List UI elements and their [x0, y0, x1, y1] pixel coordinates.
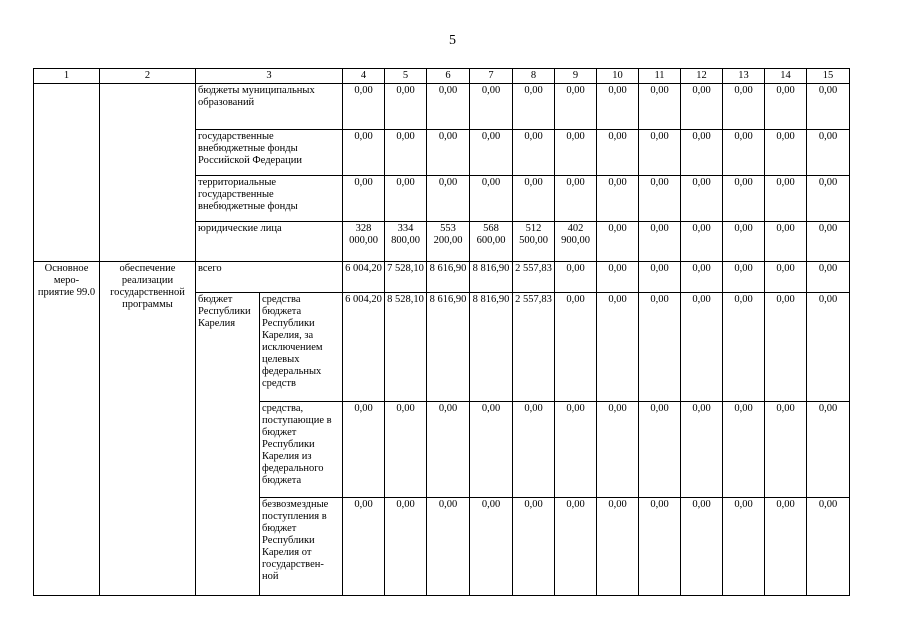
- value-cell: 8 816,90: [470, 262, 513, 293]
- value-cell: 0,00: [555, 402, 597, 498]
- value-cell: 0,00: [765, 222, 807, 262]
- value-cell: 0,00: [765, 402, 807, 498]
- value-cell: 0,00: [470, 84, 513, 130]
- value-cell: 0,00: [723, 498, 765, 596]
- header-cell: 8: [513, 69, 555, 84]
- budget-group-label: бюджет Республики Карелия: [196, 293, 260, 596]
- value-cell: 0,00: [681, 176, 723, 222]
- value-cell: 0,00: [597, 293, 639, 402]
- value-cell: 0,00: [470, 402, 513, 498]
- value-cell: 0,00: [385, 498, 427, 596]
- value-cell: 0,00: [723, 262, 765, 293]
- value-cell: 0,00: [681, 293, 723, 402]
- value-cell: 2 557,83: [513, 262, 555, 293]
- value-cell: 8 528,10: [385, 293, 427, 402]
- header-cell: 4: [343, 69, 385, 84]
- header-cell: 15: [807, 69, 850, 84]
- value-cell: 0,00: [427, 84, 470, 130]
- value-cell: 0,00: [470, 176, 513, 222]
- row-label: территориальные государственные внебюджетные фонды: [196, 176, 343, 222]
- value-cell: 0,00: [597, 130, 639, 176]
- value-cell: 0,00: [639, 176, 681, 222]
- header-cell: 3: [196, 69, 343, 84]
- header-cell: 7: [470, 69, 513, 84]
- value-cell: 0,00: [385, 402, 427, 498]
- header-cell: 1: [34, 69, 100, 84]
- value-cell: 0,00: [343, 176, 385, 222]
- header-cell: 12: [681, 69, 723, 84]
- row-label: всего: [196, 262, 343, 293]
- value-cell: 0,00: [597, 498, 639, 596]
- value-cell: 0,00: [597, 222, 639, 262]
- value-cell: 0,00: [343, 498, 385, 596]
- value-cell: 0,00: [639, 130, 681, 176]
- value-cell: 8 816,90: [470, 293, 513, 402]
- value-cell: 0,00: [807, 222, 850, 262]
- value-cell: 0,00: [597, 84, 639, 130]
- value-cell: 0,00: [723, 222, 765, 262]
- value-cell: 328 000,00: [343, 222, 385, 262]
- value-cell: 0,00: [597, 262, 639, 293]
- header-cell: 14: [765, 69, 807, 84]
- value-cell: 0,00: [765, 262, 807, 293]
- value-cell: 0,00: [807, 293, 850, 402]
- header-cell: 11: [639, 69, 681, 84]
- value-cell: 0,00: [639, 262, 681, 293]
- value-cell: 0,00: [723, 84, 765, 130]
- value-cell: 0,00: [639, 498, 681, 596]
- value-cell: 0,00: [427, 402, 470, 498]
- value-cell: 0,00: [681, 222, 723, 262]
- value-cell: 0,00: [807, 84, 850, 130]
- value-cell: 0,00: [765, 498, 807, 596]
- page-number: 5: [449, 33, 456, 48]
- value-cell: 0,00: [470, 130, 513, 176]
- value-cell: 0,00: [765, 130, 807, 176]
- value-cell: 0,00: [427, 498, 470, 596]
- value-cell: 0,00: [513, 402, 555, 498]
- row-label: средства бюджета Республики Карелия, за исключением целевых федеральных средств: [260, 293, 343, 402]
- header-cell: 13: [723, 69, 765, 84]
- table-row: [34, 262, 850, 293]
- value-cell: 0,00: [765, 293, 807, 402]
- value-cell: 0,00: [513, 498, 555, 596]
- activity-name: Основное меро-приятие 99.0: [34, 262, 100, 596]
- value-cell: 0,00: [385, 84, 427, 130]
- value-cell: 553 200,00: [427, 222, 470, 262]
- row-label: юридические лица: [196, 222, 343, 262]
- value-cell: 0,00: [427, 130, 470, 176]
- value-cell: 0,00: [639, 402, 681, 498]
- value-cell: 7 528,10: [385, 262, 427, 293]
- value-cell: 0,00: [765, 84, 807, 130]
- value-cell: 0,00: [807, 176, 850, 222]
- value-cell: 0,00: [765, 176, 807, 222]
- value-cell: 0,00: [343, 84, 385, 130]
- value-cell: 0,00: [385, 130, 427, 176]
- value-cell: 0,00: [513, 130, 555, 176]
- value-cell: 0,00: [723, 130, 765, 176]
- value-cell: 0,00: [723, 176, 765, 222]
- value-cell: 0,00: [639, 293, 681, 402]
- value-cell: 568 600,00: [470, 222, 513, 262]
- table-row: [34, 84, 850, 130]
- row-label: бюджеты муниципальных образований: [196, 84, 343, 130]
- value-cell: 0,00: [807, 262, 850, 293]
- value-cell: 0,00: [555, 176, 597, 222]
- value-cell: 512 500,00: [513, 222, 555, 262]
- value-cell: 0,00: [385, 176, 427, 222]
- row-label: государственные внебюджетные фонды Российской Федерации: [196, 130, 343, 176]
- value-cell: 0,00: [555, 293, 597, 402]
- value-cell: 0,00: [681, 262, 723, 293]
- value-cell: 0,00: [343, 402, 385, 498]
- value-cell: 0,00: [723, 402, 765, 498]
- header-cell: 6: [427, 69, 470, 84]
- value-cell: 0,00: [807, 402, 850, 498]
- value-cell: 0,00: [343, 130, 385, 176]
- value-cell: 0,00: [555, 262, 597, 293]
- value-cell: 0,00: [597, 176, 639, 222]
- value-cell: 0,00: [513, 176, 555, 222]
- budget-table: [33, 68, 850, 596]
- value-cell: 0,00: [470, 498, 513, 596]
- value-cell: 0,00: [597, 402, 639, 498]
- value-cell: 8 616,90: [427, 293, 470, 402]
- value-cell: 2 557,83: [513, 293, 555, 402]
- value-cell: 0,00: [427, 176, 470, 222]
- row-label: средства, поступающие в бюджет Республики Карелия из федерального бюджета: [260, 402, 343, 498]
- value-cell: 8 616,90: [427, 262, 470, 293]
- continuation-cell: [34, 84, 100, 262]
- value-cell: 0,00: [807, 498, 850, 596]
- value-cell: 0,00: [681, 498, 723, 596]
- row-label: безвозмездные поступления в бюджет Республики Карелия от государствен-ной: [260, 498, 343, 596]
- header-cell: 2: [100, 69, 196, 84]
- value-cell: 0,00: [639, 222, 681, 262]
- activity-description: обеспечение реализации государственной программы: [100, 262, 196, 596]
- value-cell: 0,00: [681, 130, 723, 176]
- value-cell: 0,00: [681, 402, 723, 498]
- value-cell: 0,00: [681, 84, 723, 130]
- value-cell: 0,00: [555, 498, 597, 596]
- value-cell: 6 004,20: [343, 262, 385, 293]
- value-cell: 0,00: [555, 130, 597, 176]
- header-cell: 9: [555, 69, 597, 84]
- header-row: [34, 69, 850, 84]
- header-cell: 10: [597, 69, 639, 84]
- header-cell: 5: [385, 69, 427, 84]
- value-cell: 0,00: [555, 84, 597, 130]
- value-cell: 334 800,00: [385, 222, 427, 262]
- value-cell: 0,00: [513, 84, 555, 130]
- value-cell: 0,00: [639, 84, 681, 130]
- value-cell: 6 004,20: [343, 293, 385, 402]
- value-cell: 0,00: [807, 130, 850, 176]
- continuation-cell: [100, 84, 196, 262]
- value-cell: 0,00: [723, 293, 765, 402]
- value-cell: 402 900,00: [555, 222, 597, 262]
